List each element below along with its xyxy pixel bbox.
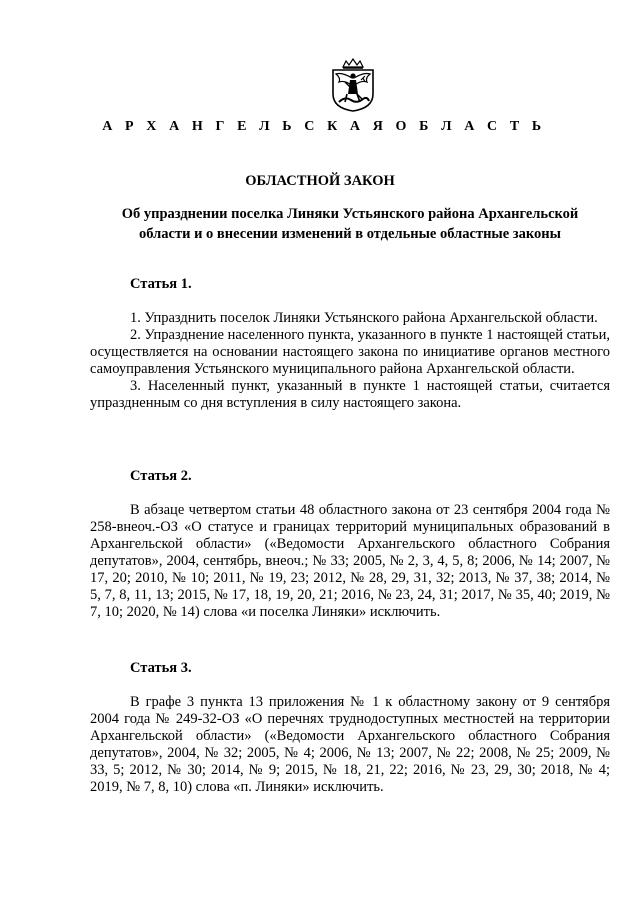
article-3 bbox=[90, 659, 610, 796]
article-heading: Статья 3. bbox=[130, 660, 192, 676]
article-2 bbox=[90, 467, 610, 621]
law-title: Об упразднении поселка Линяки Устьянского района Архангельской области и о внесении изменений в отдельные областные законы bbox=[121, 206, 579, 242]
article-heading: Статья 1. bbox=[130, 276, 192, 292]
region-name: А Р Х А Н Г Е Л Ь С К А Я О Б Л А С Т Ь bbox=[102, 119, 546, 134]
article-heading: Статья 2. bbox=[130, 468, 192, 484]
article-1 bbox=[90, 275, 610, 412]
coat-of-arms-icon bbox=[327, 58, 379, 112]
article-paragraph: В абзаце четвертом статьи 48 областного закона от 23 сентября 2004 года № 258-внеоч.-ОЗ «О статусе и границах территорий муниципальных образований в Архангельской области» («Ведомости Архангельского областного Собрания депутатов», 2004, сентябрь, внеоч.; № 33; 2005, № 2, 3, 4, 5, 8; 2006, № 14; 2007, № 17, 20; 2010, № 10; 2011, № 19, 23; 2012, № 28, 29, 31, 32; 2013, № 37, 38; 2014, № 5, 7, 8, 11, 13; 2015, № 17, 18, 19, 20, 21; 2016, № 23, 24, 31; 2017, № 35, 40; 2019, № 7, 10; 2020, № 14) слова «и поселка Линяки» исключить. bbox=[90, 502, 610, 620]
article-paragraph: В графе 3 пункта 13 приложения № 1 к областному закону от 9 сентября 2004 года № 249-32-ОЗ «О перечнях труднодоступных местностей на территории Архангельской области» («Ведомости Архангельского областного Собрания депутатов», 2004, № 32; 2005, № 4; 2006, № 13; 2007, № 22; 2008, № 25; 2009, № 33, 5; 2012, № 30; 2014, № 9; 2015, № 18, 21, 22; 2016, № 23, 29, 30; 2018, № 4; 2019, № 7, 8, 10) слова «п. Линяки» исключить. bbox=[90, 694, 610, 795]
article-paragraph: 1. Упразднить поселок Линяки Устьянского района Архангельской области. bbox=[130, 310, 598, 326]
document-type: ОБЛАСТНОЙ ЗАКОН bbox=[245, 173, 395, 189]
article-paragraph: 2. Упразднение населенного пункта, указанного в пункте 1 настоящей статьи, осуществляется на основании настоящего закона по инициативе органов местного самоуправления Устьянского муниципального района Архангельской области. bbox=[90, 327, 610, 377]
article-paragraph: 3. Населенный пункт, указанный в пункте 1 настоящей статьи, считается упраздненным со дня вступления в силу настоящего закона. bbox=[90, 378, 610, 411]
